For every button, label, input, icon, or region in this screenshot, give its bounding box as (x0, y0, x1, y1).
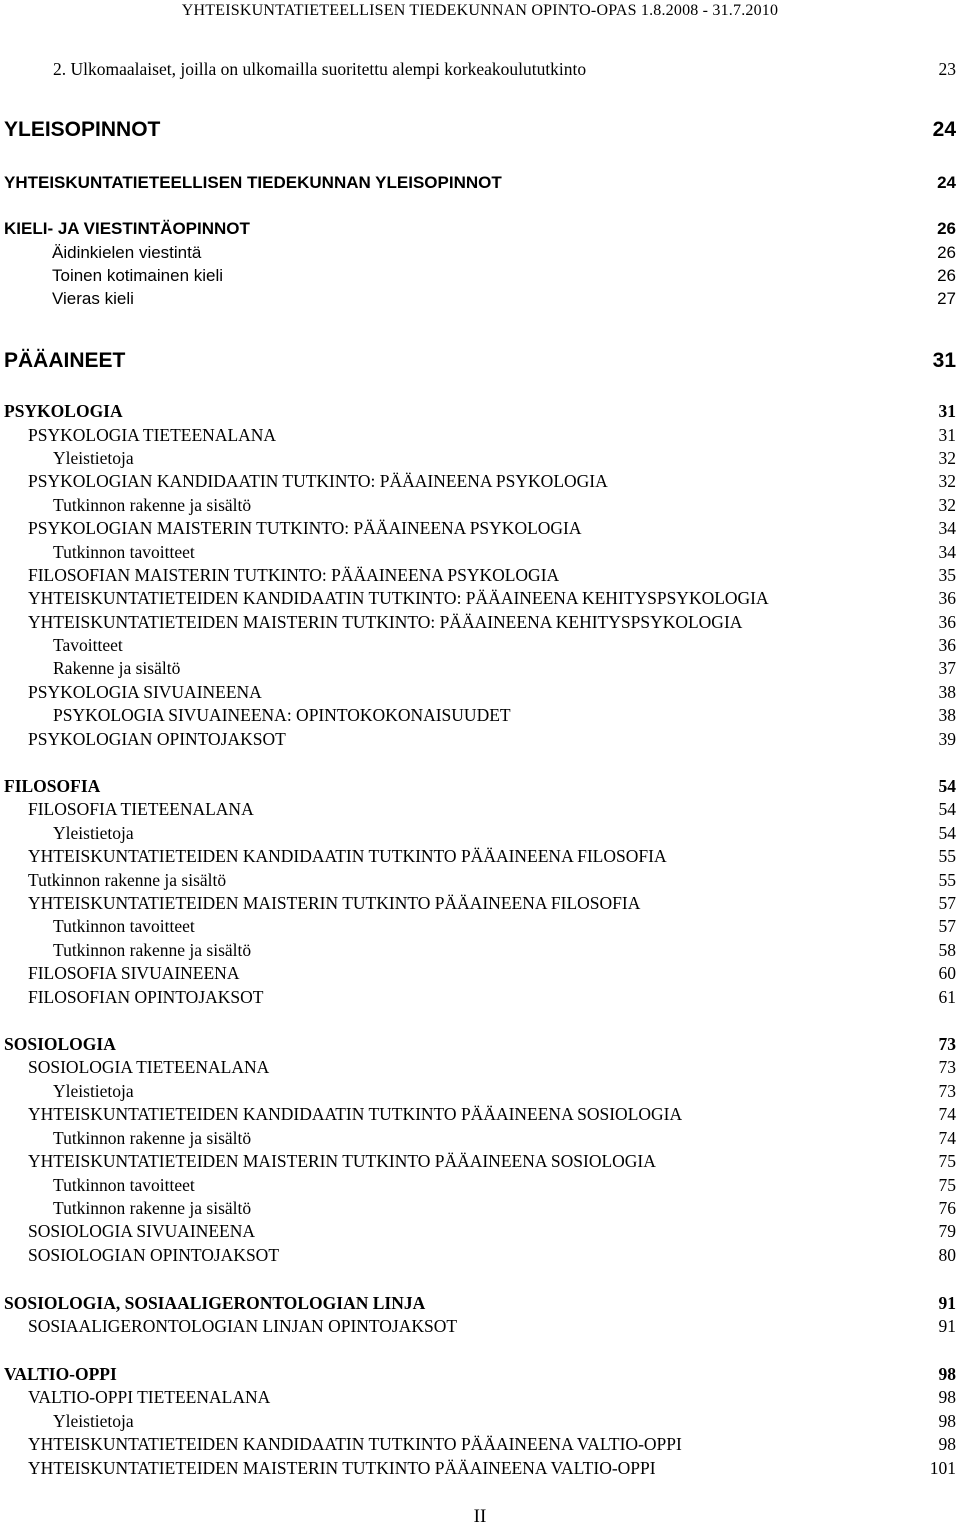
toc-entry-label: Äidinkielen viestintä (52, 243, 202, 262)
toc-entry-label: Tutkinnon tavoitteet (53, 916, 195, 936)
toc-entry-label: Toinen kotimainen kieli (52, 266, 224, 285)
toc-entry-page: 36 (938, 588, 956, 608)
toc-entry (0, 1457, 960, 1479)
toc-entry-page: 61 (938, 987, 956, 1007)
toc-entry-page: 26 (937, 219, 956, 238)
toc-entry (0, 172, 960, 194)
toc-entry-page: 91 (938, 1316, 956, 1336)
toc-entry-page: 54 (938, 823, 956, 843)
toc-entry-label: 2. Ulkomaalaiset, joilla on ulkomailla suoritettu alempi korkeakoulututkinto (53, 59, 587, 79)
toc-entry-label: Tutkinnon rakenne ja sisältö (53, 940, 252, 960)
toc-entry-page: 98 (938, 1411, 956, 1431)
toc-entry-label: Vieras kieli (52, 289, 134, 308)
toc-entry (0, 1150, 960, 1172)
toc-entry-page: 32 (938, 471, 956, 491)
toc-entry (0, 892, 960, 914)
toc-entry-label: PSYKOLOGIA TIETEENALANA (28, 425, 277, 445)
toc-entry-page: 31 (932, 349, 956, 372)
toc-entry (0, 845, 960, 867)
toc-entry-label: KIELI- JA VIESTINTÄOPINNOT (4, 219, 250, 238)
toc-entry-page: 34 (938, 542, 956, 562)
toc-entry-label: Tutkinnon rakenne ja sisältö (53, 1198, 252, 1218)
toc-entry-page: 57 (938, 893, 956, 913)
toc-entry-label: SOSIOLOGIA TIETEENALANA (28, 1057, 270, 1077)
page-number: II (473, 1506, 487, 1527)
toc-entry-label: FILOSOFIA (4, 776, 101, 796)
toc-entry-page: 75 (938, 1175, 956, 1195)
toc-entry-label: YHTEISKUNTATIETEIDEN MAISTERIN TUTKINTO PÄÄAINEENA FILOSOFIA (28, 893, 641, 913)
toc-entry (0, 798, 960, 820)
toc-entry (0, 634, 960, 656)
toc-entry-page: 98 (938, 1434, 956, 1454)
toc-entry-page: 34 (938, 518, 956, 538)
toc-entry (0, 1315, 960, 1337)
toc-entry-label: SOSIOLOGIA SIVUAINEENA (28, 1221, 256, 1241)
toc-entry-label: SOSIOLOGIA, SOSIAALIGERONTOLOGIAN LINJA (4, 1293, 426, 1313)
toc-entry-label: YHTEISKUNTATIETEIDEN KANDIDAATIN TUTKINTO: PÄÄAINEENA KEHITYSPSYKOLOGIA (28, 588, 769, 608)
running-header: YHTEISKUNTATIETEELLISEN TIEDEKUNNAN OPINTO-OPAS 1.8.2008 - 31.7.2010 (181, 2, 779, 19)
toc-entry-page: 101 (929, 1458, 956, 1478)
toc-entry (0, 1363, 960, 1385)
toc-entry-page: 24 (932, 118, 956, 141)
toc-entry-label: SOSIOLOGIAN OPINTOJAKSOT (28, 1245, 280, 1265)
toc-entry-label: Yleistietoja (53, 448, 134, 468)
toc-entry-label: VALTIO-OPPI (4, 1364, 117, 1384)
toc-entry-page: 38 (938, 682, 956, 702)
toc-entry-label: Tutkinnon rakenne ja sisältö (53, 1128, 252, 1148)
toc-entry (0, 288, 960, 310)
toc-entry (0, 704, 960, 726)
toc-entry-label: PSYKOLOGIAN MAISTERIN TUTKINTO: PÄÄAINEENA PSYKOLOGIA (28, 518, 582, 538)
toc-entry (0, 939, 960, 961)
toc-entry (0, 218, 960, 240)
toc-entry-page: 76 (938, 1198, 956, 1218)
toc-entry (0, 242, 960, 264)
toc-entry (0, 822, 960, 844)
toc-entry (0, 350, 960, 372)
toc-entry-page: 26 (937, 243, 956, 262)
toc-entry-label: FILOSOFIA TIETEENALANA (28, 799, 254, 819)
toc-entry-label: SOSIAALIGERONTOLOGIAN LINJAN OPINTOJAKSOT (28, 1316, 458, 1336)
toc-entry-page: 32 (938, 448, 956, 468)
toc-entry-page: 75 (938, 1151, 956, 1171)
toc-entry-label: PÄÄAINEET (4, 349, 126, 372)
toc-entry (0, 58, 960, 80)
toc-entry-label: YLEISOPINNOT (4, 118, 161, 141)
toc-entry (0, 1080, 960, 1102)
toc-entry-label: Tutkinnon tavoitteet (53, 542, 195, 562)
toc-entry-label: YHTEISKUNTATIETEIDEN KANDIDAATIN TUTKINTO PÄÄAINEENA SOSIOLOGIA (28, 1104, 683, 1124)
toc-entry-label: Tavoitteet (53, 635, 123, 655)
toc-entry (0, 1197, 960, 1219)
toc-entry (0, 541, 960, 563)
toc-entry (0, 915, 960, 937)
toc-entry (0, 470, 960, 492)
toc-entry-page: 31 (938, 425, 956, 445)
toc-entry (0, 119, 960, 141)
toc-entry (0, 775, 960, 797)
toc-entry-label: YHTEISKUNTATIETEIDEN MAISTERIN TUTKINTO PÄÄAINEENA VALTIO-OPPI (28, 1458, 656, 1478)
toc-entry-label: YHTEISKUNTATIETEELLISEN TIEDEKUNNAN YLEISOPINNOT (4, 173, 502, 192)
toc-entry-page: 24 (937, 173, 956, 192)
toc-entry-label: PSYKOLOGIAN OPINTOJAKSOT (28, 729, 286, 749)
toc-entry (0, 265, 960, 287)
toc-entry-label: PSYKOLOGIA SIVUAINEENA (28, 682, 262, 702)
toc-entry-label: Rakenne ja sisältö (53, 658, 181, 678)
toc-entry (0, 1410, 960, 1432)
toc-entry (0, 1174, 960, 1196)
toc-entry (0, 1103, 960, 1125)
toc-entry (0, 728, 960, 750)
toc-entry-page: 74 (938, 1128, 956, 1148)
toc-entry-page: 74 (938, 1104, 956, 1124)
toc-entry-label: FILOSOFIA SIVUAINEENA (28, 963, 240, 983)
toc-entry (0, 1033, 960, 1055)
toc-entry-page: 35 (938, 565, 956, 585)
toc-entry-page: 91 (938, 1293, 956, 1313)
toc-entry-label: SOSIOLOGIA (4, 1034, 116, 1054)
toc-entry (0, 424, 960, 446)
toc-entry (0, 611, 960, 633)
toc-entry (0, 986, 960, 1008)
toc-entry (0, 962, 960, 984)
toc-entry-label: PSYKOLOGIA SIVUAINEENA: OPINTOKOKONAISUUDET (53, 705, 511, 725)
toc-entry-page: 37 (938, 658, 956, 678)
toc-entry-page: 23 (938, 59, 956, 79)
toc-entry (0, 447, 960, 469)
toc-entry-label: Yleistietoja (53, 1411, 134, 1431)
toc-entry-page: 31 (938, 401, 956, 421)
toc-entry-page: 98 (938, 1364, 956, 1384)
toc-entry (0, 1244, 960, 1266)
toc-entry-label: YHTEISKUNTATIETEIDEN MAISTERIN TUTKINTO: PÄÄAINEENA KEHITYSPSYKOLOGIA (28, 612, 743, 632)
toc-entry-label: YHTEISKUNTATIETEIDEN KANDIDAATIN TUTKINTO PÄÄAINEENA VALTIO-OPPI (28, 1434, 682, 1454)
toc-entry (0, 587, 960, 609)
toc-entry (0, 1386, 960, 1408)
toc-entry-page: 38 (938, 705, 956, 725)
toc-entry-label: Yleistietoja (53, 1081, 134, 1101)
toc-entry-label: Tutkinnon tavoitteet (53, 1175, 195, 1195)
toc-entry (0, 869, 960, 891)
toc-entry-label: Tutkinnon rakenne ja sisältö (53, 495, 252, 515)
toc-entry (0, 1127, 960, 1149)
toc-entry (0, 681, 960, 703)
toc-entry-label: FILOSOFIAN MAISTERIN TUTKINTO: PÄÄAINEENA PSYKOLOGIA (28, 565, 560, 585)
toc-entry (0, 1220, 960, 1242)
toc-entry (0, 517, 960, 539)
toc-entry-label: PSYKOLOGIA (4, 401, 123, 421)
toc-entry (0, 1433, 960, 1455)
toc-entry-page: 55 (938, 846, 956, 866)
toc-entry (0, 564, 960, 586)
toc-entry-label: PSYKOLOGIAN KANDIDAATIN TUTKINTO: PÄÄAINEENA PSYKOLOGIA (28, 471, 608, 491)
toc-entry-page: 36 (938, 612, 956, 632)
toc-entry-page: 36 (938, 635, 956, 655)
toc-entry-page: 57 (938, 916, 956, 936)
toc-entry-page: 39 (938, 729, 956, 749)
toc-entry-label: Tutkinnon rakenne ja sisältö (28, 870, 227, 890)
toc-entry-page: 55 (938, 870, 956, 890)
toc-entry (0, 1056, 960, 1078)
toc-entry-page: 80 (938, 1245, 956, 1265)
toc-entry-page: 54 (938, 799, 956, 819)
toc-entry-page: 73 (938, 1034, 956, 1054)
toc-entry-label: YHTEISKUNTATIETEIDEN MAISTERIN TUTKINTO PÄÄAINEENA SOSIOLOGIA (28, 1151, 656, 1171)
toc-entry-page: 58 (938, 940, 956, 960)
toc-entry-page: 54 (938, 776, 956, 796)
toc-entry-page: 73 (938, 1057, 956, 1077)
toc-entry (0, 1292, 960, 1314)
toc-entry-label: VALTIO-OPPI TIETEENALANA (28, 1387, 271, 1407)
toc-entry-page: 98 (938, 1387, 956, 1407)
toc-entry-page: 60 (938, 963, 956, 983)
toc-entry-page: 32 (938, 495, 956, 515)
toc-entry (0, 400, 960, 422)
toc-entry (0, 657, 960, 679)
toc-entry-label: Yleistietoja (53, 823, 134, 843)
toc-entry-page: 27 (937, 289, 956, 308)
toc-entry (0, 494, 960, 516)
toc-entry-label: YHTEISKUNTATIETEIDEN KANDIDAATIN TUTKINTO PÄÄAINEENA FILOSOFIA (28, 846, 667, 866)
toc-entry-page: 26 (937, 266, 956, 285)
toc-entry-label: FILOSOFIAN OPINTOJAKSOT (28, 987, 264, 1007)
toc-entry-page: 73 (938, 1081, 956, 1101)
toc-entry-page: 79 (938, 1221, 956, 1241)
